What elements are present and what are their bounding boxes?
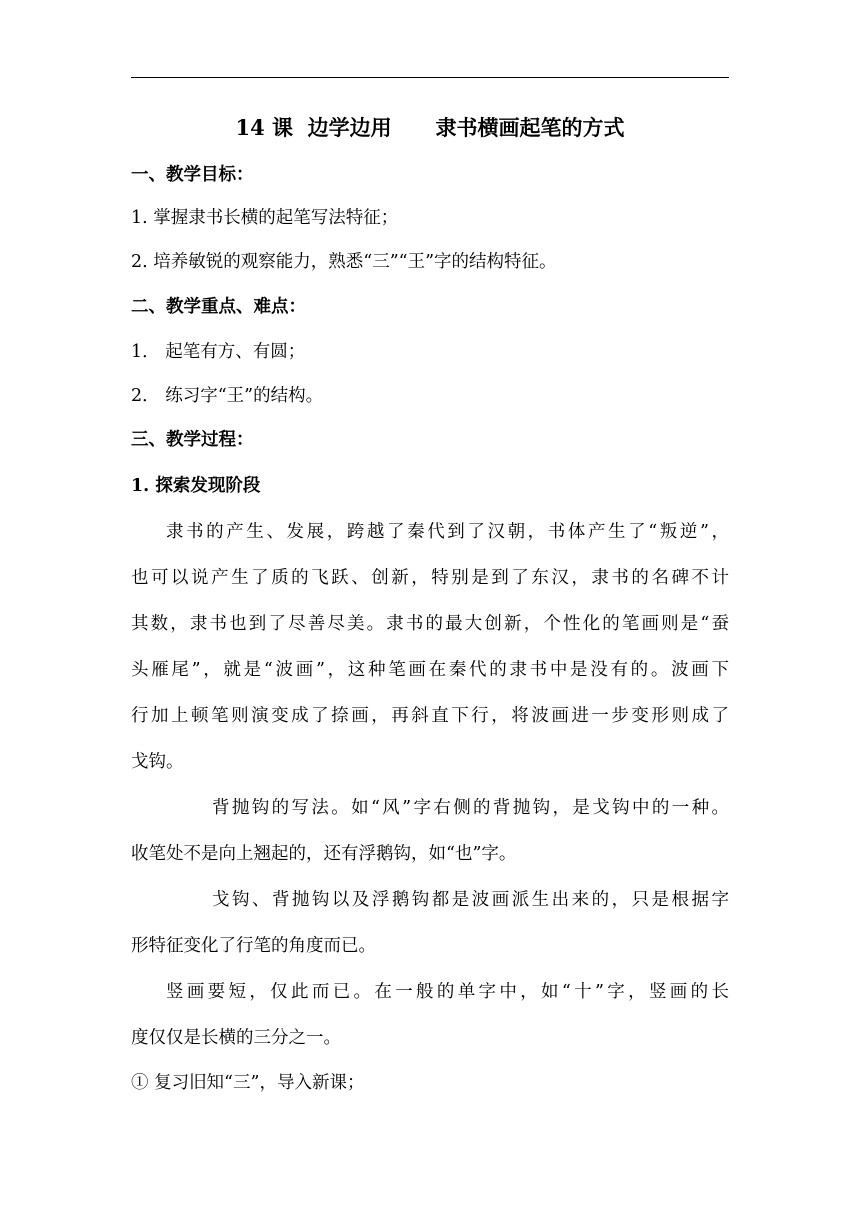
paragraph-line: 其数，隶书也到了尽善尽美。隶书的最大创新，个性化的笔画则是“蚕 [131, 614, 729, 634]
paragraph-line: 头雁尾”，就是“波画”，这种笔画在秦代的隶书中是没有的。波画下 [131, 660, 729, 680]
paragraph-line: 隶书的产生、发展，跨越了秦代到了汉朝，书体产生了“叛逆”， [166, 522, 729, 542]
paragraph-line: 形特征变化了行笔的角度而已。 [131, 936, 376, 956]
goal-item-1: 1. 掌握隶书长横的起笔写法特征； [131, 208, 399, 228]
paragraph-line: 竖画要短，仅此而已。在一般的单字中，如“十”字，竖画的长 [166, 982, 729, 1002]
focus-item-2: 2． 练习字“王”的结构。 [131, 386, 324, 406]
paragraph-line: 度仅仅是长横的三分之一。 [131, 1028, 341, 1048]
paragraph-line: 戈钩。 [131, 752, 184, 772]
paragraph-line: 也可以说产生了质的飞跃、创新，特别是到了东汉，隶书的名碑不计 [131, 568, 729, 588]
stage-heading: 1. 探索发现阶段 [131, 476, 261, 496]
paragraph-line: 行加上顿笔则演变成了捺画，再斜直下行，将波画进一步变形则成了 [131, 706, 729, 726]
goals-heading: 一、教学目标： [131, 165, 254, 185]
numbered-item-1: ① 复习旧知“三”，导入新课； [131, 1073, 365, 1093]
paragraph-line: 戈钩、背抛钩以及浮鹅钩都是波画派生出来的，只是根据字 [212, 890, 729, 910]
focus-heading: 二、教学重点、难点： [131, 297, 306, 317]
header-rule [131, 77, 729, 78]
process-heading: 三、教学过程： [131, 430, 254, 450]
focus-item-1: 1． 起笔有方、有圆； [131, 342, 306, 362]
goal-item-2: 2. 培养敏锐的观察能力，熟悉“三”“王”字的结构特征。 [131, 252, 557, 272]
lesson-title: 14 课 边学边用 隶书横画起笔的方式 [235, 115, 625, 140]
paragraph-line: 收笔处不是向上翘起的，还有浮鹅钩，如“也”字。 [131, 844, 517, 864]
paragraph-line: 背抛钩的写法。如“风”字右侧的背抛钩，是戈钩中的一种。 [212, 798, 729, 818]
